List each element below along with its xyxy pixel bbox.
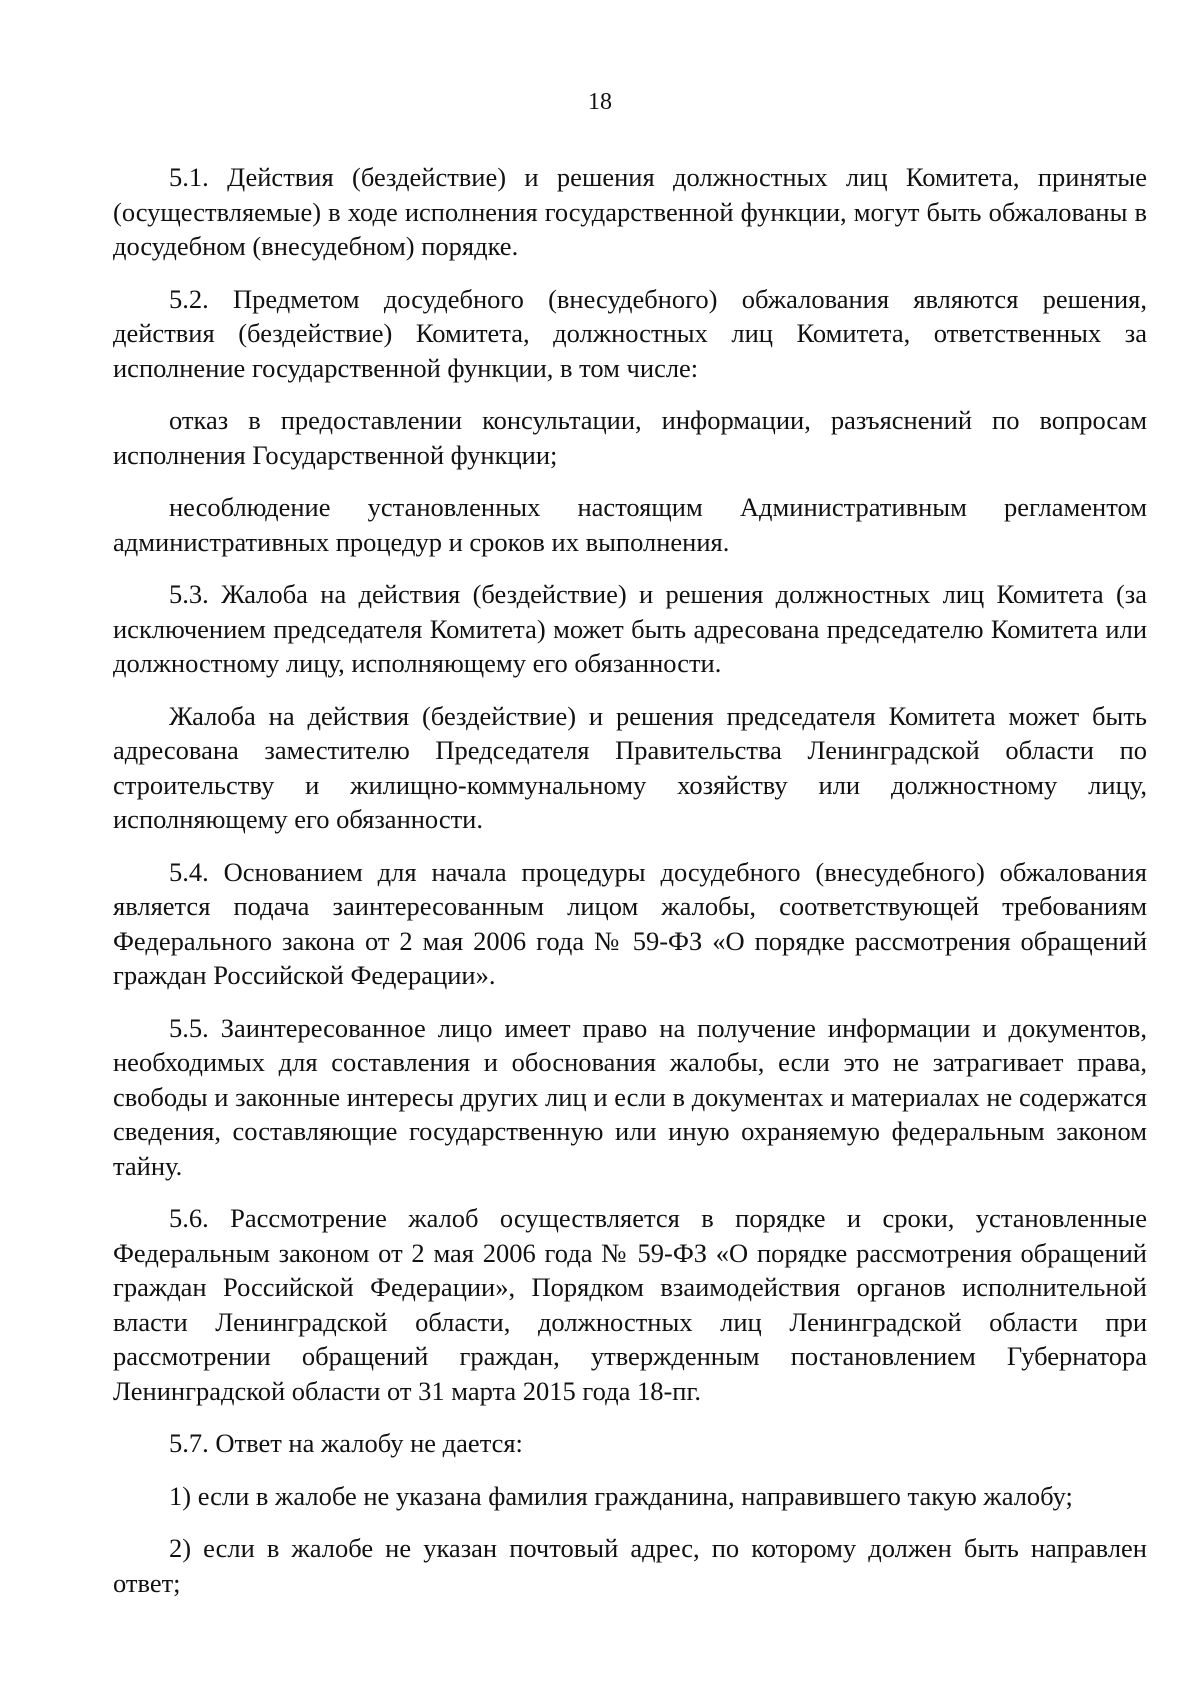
paragraph-5-1: 5.1. Действия (бездействие) и решения должностных лиц Комитета, принятые (осуществляемые) в ходе исполнения государственной функции, могут быть обжалованы в досудебном (внесудебном) порядке. [113,162,1147,261]
document-body [113,160,1147,1618]
paragraph-5-3-chairman: Жалоба на действия (бездействие) и решения председателя Комитета может быть адресована заместителю Председателя Правительства Ленинградской области по строительству и жилищно-коммунальному хозяйству или должностному лицу, исполняющему его обязанности. [113,700,1147,834]
paragraph-5-3: 5.3. Жалоба на действия (бездействие) и решения должностных лиц Комитета (за исключением председателя Комитета) может быть адресована председателю Комитета или должностному лицу, исполняющему его обязанности. [113,579,1147,678]
paragraph-5-7-item-2: 2) если в жалобе не указан почтовый адрес, по которому должен быть направлен ответ; [113,1533,1147,1598]
paragraph-5-6: 5.6. Рассмотрение жалоб осуществляется в порядке и сроки, установленные Федеральным законом от 2 мая 2006 года № 59-ФЗ «О порядке рассмотрения обращений граждан Российской Федерации», Порядком взаимодействия органов исполнительной власти Ленинградской области, должностных лиц Ленинградской области при рассмотрении обращений граждан, утвержденным постановлением Губернатора Ленинградской области от 31 марта 2015 года 18-пг. [113,1203,1147,1406]
paragraph-5-4: 5.4. Основанием для начала процедуры досудебного (внесудебного) обжалования является подача заинтересованным лицом жалобы, соответствующей требованиям Федерального закона от 2 мая 2006 года № 59-ФЗ «О порядке рассмотрения обращений граждан Российской Федерации». [113,856,1147,990]
paragraph-5-5: 5.5. Заинтересованное лицо имеет право на получение информации и документов, необходимых для составления и обоснования жалобы, если это не затрагивает права, свободы и законные интересы других лиц и если в документах и материалах не содержатся сведения, составляющие государственную или иную охраняемую федеральным законом тайну. [113,1012,1147,1181]
page-number: 18 [588,89,612,115]
paragraph-5-7: 5.7. Ответ на жалобу не дается: [169,1428,523,1458]
paragraph-5-2-item-refusal: отказ в предоставлении консультации, информации, разъяснений по вопросам исполнения Государственной функции; [113,405,1147,470]
paragraph-5-7-item-1: 1) если в жалобе не указана фамилия гражданина, направившего такую жалобу; [169,1480,1073,1511]
paragraph-5-2: 5.2. Предметом досудебного (внесудебного) обжалования являются решения, действия (бездействие) Комитета, должностных лиц Комитета, ответственных за исполнение государственной функции, в том числе: [113,283,1147,383]
paragraph-5-2-item-noncompliance: несоблюдение установленных настоящим Административным регламентом административных процедур и сроков их выполнения. [113,492,1147,557]
